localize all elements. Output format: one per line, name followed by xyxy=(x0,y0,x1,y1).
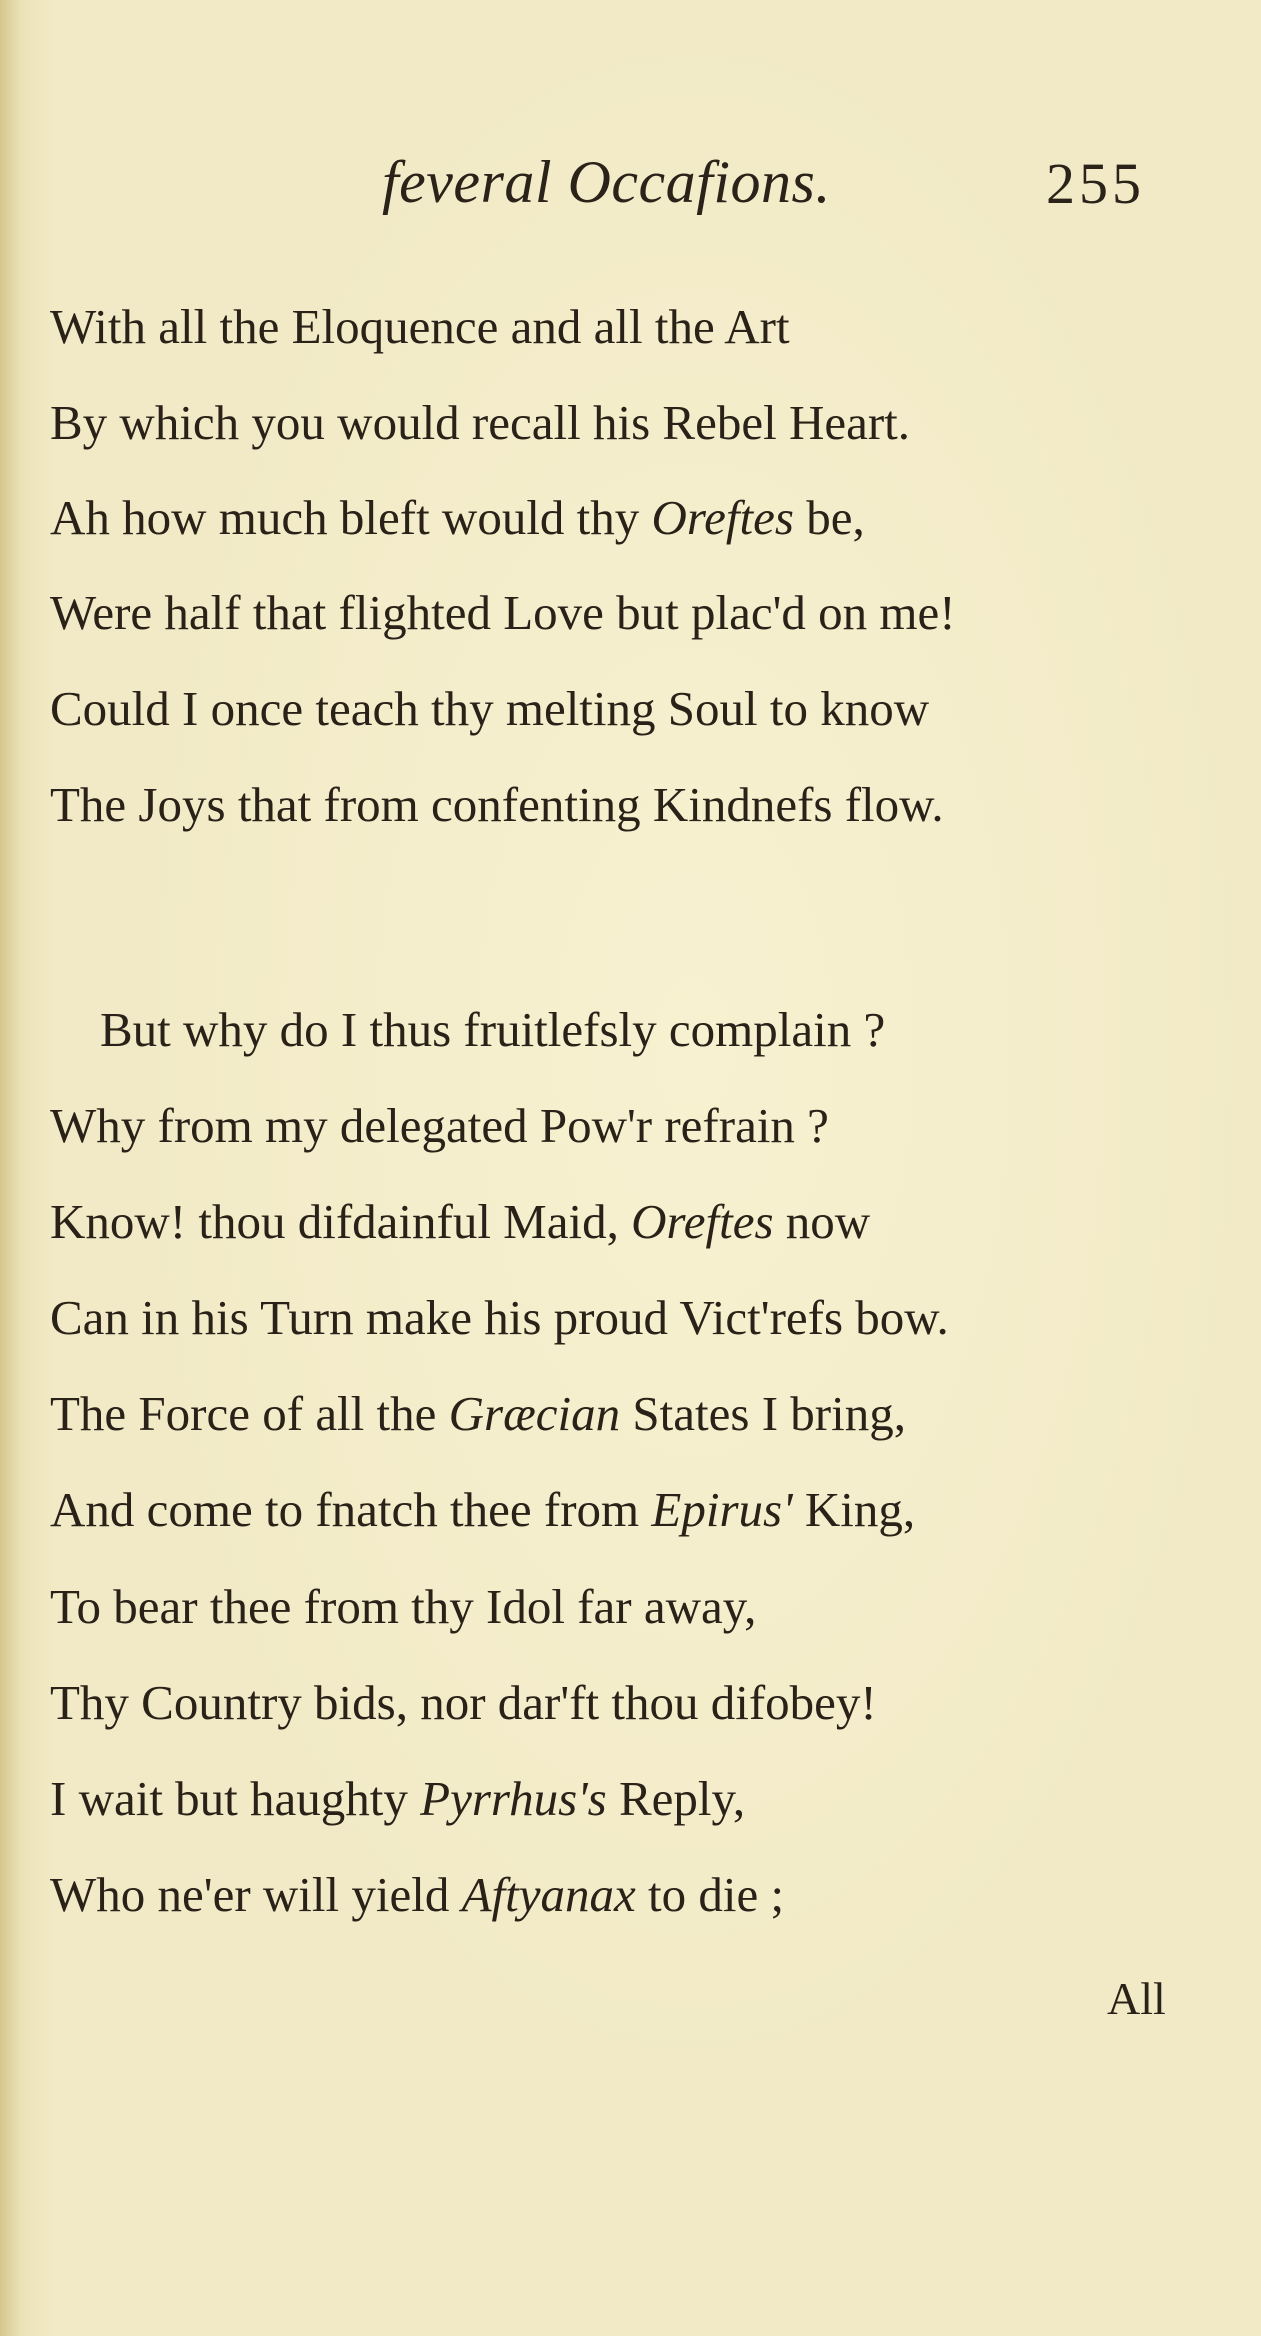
spine-shadow xyxy=(0,0,22,2336)
verse-text: to die ; xyxy=(635,1867,785,1922)
verse-line xyxy=(50,299,790,354)
verse-text: By which you would recall his Rebel Heart. xyxy=(50,395,911,450)
verse-text: To bear thee from thy Idol far away, xyxy=(50,1579,757,1634)
verse-text: The Force of all the xyxy=(50,1386,449,1441)
verse-line xyxy=(50,395,911,450)
italic-name: Epirus' xyxy=(651,1482,793,1537)
page-number: 255 xyxy=(1046,151,1145,216)
verse-text: Can in his Turn make his proud Vict'refs bow. xyxy=(50,1290,949,1345)
verse-line xyxy=(50,1098,829,1153)
verse-text: be, xyxy=(793,490,865,545)
verse-text: Reply, xyxy=(606,1771,746,1826)
verse-line xyxy=(50,681,930,736)
verse-line xyxy=(50,1675,877,1730)
verse-text: And come to fnatch thee from xyxy=(50,1482,652,1537)
verse-line xyxy=(50,585,956,640)
italic-name: Pyrrhus's xyxy=(420,1771,607,1826)
verse-text: With all the Eloquence and all the Art xyxy=(50,299,790,354)
verse-line xyxy=(50,1482,916,1537)
catchword: All xyxy=(1107,1973,1166,2024)
verse-text: Ah how much bleft would thy xyxy=(50,490,652,545)
verse-text: The Joys that from confenting Kindnefs flow. xyxy=(50,777,944,832)
verse-line xyxy=(50,1386,906,1441)
verse-text: Who ne'er will yield xyxy=(50,1867,462,1922)
verse-line xyxy=(50,1771,746,1826)
verse-line xyxy=(100,1002,886,1057)
verse-text: I wait but haughty xyxy=(50,1771,421,1826)
verse-line xyxy=(50,777,944,832)
verse-line xyxy=(50,1290,949,1345)
verse-line xyxy=(50,490,865,545)
italic-name: Græcian xyxy=(448,1386,621,1441)
italic-name: Oreftes xyxy=(631,1194,774,1249)
verse-text: States I bring, xyxy=(620,1386,906,1441)
verse-text: But why do I thus fruitlefsly complain ? xyxy=(100,1002,886,1057)
verse-text: Were half that flighted Love but plac'd on me! xyxy=(50,585,956,640)
verse-line xyxy=(50,1194,871,1249)
verse-text: Could I once teach thy melting Soul to know xyxy=(50,681,930,736)
italic-name: Aftyanax xyxy=(461,1867,636,1922)
verse-text: now xyxy=(773,1194,871,1249)
verse-line xyxy=(50,1579,757,1634)
verse-text: King, xyxy=(792,1482,916,1537)
running-title: feveral Occafions. xyxy=(382,149,831,215)
verse-text: Thy Country bids, nor dar'ft thou difobey! xyxy=(50,1675,877,1730)
italic-name: Oreftes xyxy=(651,490,794,545)
verse-text: Know! thou difdainful Maid, xyxy=(50,1194,632,1249)
verse-text: Why from my delegated Pow'r refrain ? xyxy=(50,1098,829,1153)
verse-line xyxy=(50,1867,785,1922)
